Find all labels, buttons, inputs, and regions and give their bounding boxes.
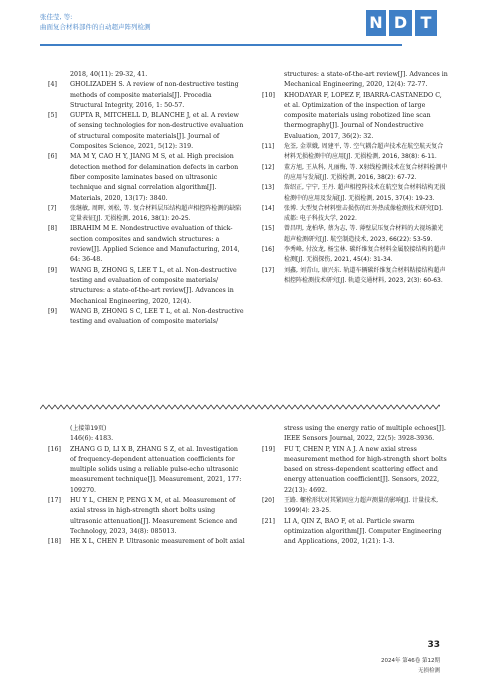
reference-item (40, 537, 246, 547)
reference-item (40, 307, 246, 328)
reference-item (40, 80, 246, 111)
reference-item (40, 424, 246, 434)
logo-letter-n: N (366, 10, 386, 36)
reference-item (254, 517, 448, 548)
reference-item (254, 496, 448, 517)
reference-item (254, 183, 448, 204)
reference-item (254, 266, 448, 287)
reference-number: [17] (262, 266, 275, 274)
reference-text: MA M Y, CAO H Y, JIANG M S, et al. High precision detection method for delamination defects in carbon fiber composite laminates based on ultrasonic technique and signal correlation algorithm[J]. Materials, 2020, 13(17): 3840. (70, 153, 239, 202)
references-top-left (40, 70, 246, 327)
reference-item (40, 70, 246, 80)
page-footer (381, 640, 440, 674)
reference-text: WANG B, ZHONG S C, LEE T L, et al. Non-destructive testing and evaluation of composite materials/ (70, 307, 244, 326)
reference-item (40, 152, 246, 203)
reference-number: [11] (262, 143, 275, 151)
reference-text: IBRAHIM M E. Nondestructive evaluation of thick-section composites and sandwich structures: a review[J]. Applied Science and Manufacturing, 2014, 64: 36-48. (70, 225, 240, 264)
reference-number: [21] (262, 517, 275, 525)
issue-info: 2024年 第46卷 第12期 (381, 658, 440, 664)
reference-item (40, 224, 246, 265)
reference-number: [18] (48, 538, 61, 546)
reference-text: FU T, CHEN P, YIN A J. A new axial stress measurement method for high-strength short bolts based on stress-dependent scattering effect and energy attenuation coefficient[J]. Sensors, 2022, 22(13): 4692. (284, 445, 447, 494)
reference-text: 张继敏, 周晖, 刘松, 等. 复合材料层压结构超声相控阵检测的缺陷定量表征[J]. 无损检测, 2016, 38(1): 20-25. (70, 204, 242, 223)
reference-number: [9] (48, 266, 57, 274)
logo-letter-t: T (415, 10, 437, 36)
reference-item (40, 434, 246, 444)
reference-item (254, 424, 448, 445)
reference-item (40, 111, 246, 152)
reference-item (40, 445, 246, 496)
reference-number: [15] (262, 225, 275, 233)
reference-number: [14] (262, 204, 275, 212)
reference-number: [13] (262, 184, 275, 192)
section-divider-wave (40, 404, 440, 412)
reference-item (254, 224, 448, 245)
reference-number: [7] (48, 204, 57, 212)
reference-text: 刘鑫, 刘青山, 康兴东. 轨道车辆碳纤维复合材料粘接结构超声相控阵检测技术研究[J]. 轨道交通材料, 2023, 2(3): 60-63. (284, 266, 446, 284)
header-authors: 张佳莹, 等: (40, 13, 73, 21)
reference-text: 李秀峰, 付汝龙, 杨宝林. 碳纤维复合材料金属胶接结构的超声检测[J]. 无损探伤, 2021, 45(4): 31-34. (284, 246, 446, 264)
reference-text: HU Y L, CHEN P, PENG X M, et al. Measurement of axial stress in high-strength short bolts using ultrasonic attenuation[J]. Measurement Science and Technology, 2023, 34(8): 085013. (70, 497, 238, 535)
header-rule (40, 44, 402, 46)
reference-number: [9] (48, 307, 57, 315)
reference-text: ZHANG G D, LI X B, ZHANG S Z, et al. Investigation of frequency-dependent attenuation coefficients for multiple solids using a reliable pulse-echo ultrasonic measurement technique[J]. Measurement, 2021, 177: 109270. (70, 445, 242, 494)
references-bottom-right (254, 424, 448, 548)
reference-item (40, 266, 246, 307)
reference-text: (上接第19页) (70, 425, 107, 432)
reference-item (254, 91, 448, 142)
reference-number: [16] (262, 246, 275, 254)
header-title: 曲面复合材料部件的自动超声阵列检测 (40, 23, 151, 31)
reference-number: [5] (48, 112, 57, 120)
reference-text: GHOLIZADEH S. A review of non-destructive testing methods of composite materials[J]. Procedia Structural Integrity, 2016, 1: 50-57. (70, 81, 239, 109)
reference-text: HE X L, CHEN P. Ultrasonic measurement of bolt axial (70, 538, 245, 546)
reference-text: LI A, QIN Z, BAO F, et al. Particle swarm optimization algorithm[J]. Computer Engineering and Applications, 2002, 1(21): 1-3. (284, 517, 442, 546)
reference-text: 2018, 40(11): 29-32, 41. (70, 71, 148, 78)
reference-text: 曾昌明, 龙柏华, 蔡为志, 等. 薄壁层压复合材料的大视场激光超声检测研究[J]. 航空制造技术, 2023, 66(22): 53-59. (284, 225, 444, 243)
reference-item (254, 70, 448, 91)
reference-number: [16] (48, 445, 61, 453)
reference-text: 146(6): 4183. (70, 435, 114, 443)
reference-item (254, 204, 448, 225)
reference-item (40, 204, 246, 225)
reference-number: [12] (262, 163, 275, 171)
page-number: 33 (427, 640, 440, 650)
reference-number: [17] (48, 497, 61, 505)
reference-text: 危荃, 金翠娥, 周建平, 等. 空气耦合超声技术在航空航天复合材料无损检测中的应用[J]. 无损检测, 2016, 38(8): 6-11. (284, 143, 444, 161)
references-bottom-left (40, 424, 246, 548)
reference-text: structures: a state-of-the-art review[J]. Advances in Mechanical Engineering, 2020, 12(4): 72-77. (284, 71, 448, 89)
reference-text: 张博. 大型复合材料壁击损伤的红外热成像检测技术研究[D]. 成都: 电子科技大学, 2022. (284, 204, 444, 223)
reference-number: [4] (48, 81, 57, 89)
reference-text: 董方旭, 王从科, 凡丽梅, 等. X射线检测技术在复合材料检测中的应用与发展[J]. 无损检测, 2016, 38(2): 67-72. (284, 163, 448, 181)
logo-letter-d: D (389, 10, 412, 36)
reference-number: [10] (262, 91, 275, 99)
reference-text: KHODAYAR F, LOPEZ F, IBARRA-CASTANEDO C, et al. Optimization of the inspection of large composite materials using robotized line scan thermography[J]. Journal of Nondestructive Evaluation, 2017, 36(2): 32. (284, 91, 442, 140)
reference-item (40, 496, 246, 537)
reference-item (254, 445, 448, 496)
reference-text: stress using the energy ratio of multiple echoes[J]. IEEE Sensors Journal, 2022, 22(5): 3928-3936. (284, 425, 446, 443)
journal-name: 无损检测 (417, 668, 440, 674)
reference-text: WANG B, ZHONG S, LEE T L, et al. Non-destructive testing and evaluation of composite materials/ structures: a state-of-the-art review[J]. Advances in Mechanical Engineering, 2020, 12(4). (70, 266, 237, 305)
reference-item (254, 142, 448, 163)
reference-text: GUPTA R, MITCHELL D, BLANCHE J, et al. A review of sensing technologies for non-destructive evaluation of structural composite materials[J]. Journal of Composites Science, 2021, 5(12): 319. (70, 112, 244, 151)
reference-item (254, 163, 448, 184)
reference-number: [20] (262, 497, 275, 505)
reference-item (254, 245, 448, 266)
reference-number: [8] (48, 225, 57, 233)
references-top-right (254, 70, 448, 286)
journal-logo (366, 10, 438, 36)
reference-text: 王路. 螺栓形状对其紧固应力超声测量的影响[J]. 计量技术, 1999(4): 23-25. (284, 497, 438, 515)
reference-text: 詹绍正, 宁宁, 王丹. 超声相控阵技术在航空复合材料结构无损检测中的应用及发展[J]. 无损检测, 2015, 37(4): 19-23. (284, 184, 446, 202)
reference-number: [19] (262, 445, 275, 453)
reference-number: [6] (48, 153, 57, 161)
